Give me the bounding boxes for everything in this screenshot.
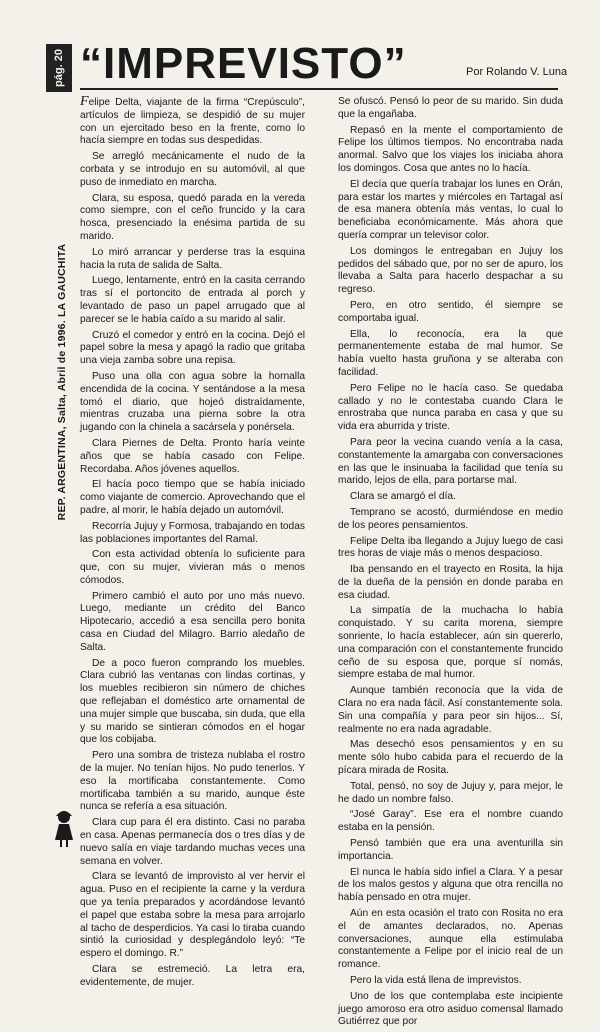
paragraph: El nunca le había sido infiel a Clara. Y a pesar de los malos gestos y alguna que otra rencilla no había pensado en otra mujer.: [338, 866, 563, 904]
paragraph: Clara, su esposa, quedó parada en la vereda como siempre, con el ceño fruncido y la cara hosca, presenciado la enésima partida de su marido.: [80, 192, 305, 242]
paragraph: Lo miró arrancar y perderse tras la esquina hacia la ruta de salida de Salta.: [80, 246, 305, 271]
paragraph: Mas desechó esos pensamientos y en su mente sólo hubo cabida para el recuerdo de la pícara mirada de Rosita.: [338, 739, 563, 777]
paragraph: Cruzó el comedor y entró en la cocina. Dejó el papel sobre la mesa y apagó la radio que gritaba una vieja zamba sobre una repisa.: [80, 329, 305, 367]
paragraph: Clara Piernes de Delta. Pronto haría veinte años que se había casado con Felipe. Recordaba. Años jóvenes aquellos.: [80, 437, 305, 475]
paragraph: Repasó en la mente el comportamiento de Felipe los últimos tiempos. No encontraba nada anormal. Salvo que los viajes los iniciaba ahora los domingos. Cosa que antes no lo hacía.: [338, 124, 563, 174]
paragraph: Primero cambió el auto por uno más nuevo. Luego, mediante un crédito del Banco Hipotecario, accedió a esa sencilla pero bonita casa en Ciudad del Milagro. Barrio aledaño de Salta.: [80, 590, 305, 653]
paragraph: Clara se estremeció. La letra era, evidentemente, de mujer.: [80, 964, 305, 988]
paragraph: Ella, lo reconocía, era la que permanentemente estaba de mal humor. Se había vuelto hasta gruñona y se alteraba con facilidad.: [338, 328, 563, 378]
title-rule: [80, 88, 558, 90]
paragraph: Pero Felipe no le hacía caso. Se quedaba callado y no le contestaba cuando Clara le enrostraba que nunca paraba en casa y que su vida era aburrida y triste.: [338, 382, 563, 433]
side-label-box: [52, 104, 72, 659]
paragraph: Felipe Delta, viajante de la firma “Crepúsculo”, artículos de limpieza, se despidió de su mujer con un ejercitado beso en la frente, como lo hacía siempre en todas sus despedidas.: [80, 94, 305, 147]
paragraph: Puso una olla con agua sobre la hornalla encendida de la cocina. Y sentándose a la mesa tomó el diario, que hojeó distraídamente, mientras cruzaba una pierna sobre la otra jugando con la chinela a sacársela y ponérsela.: [80, 370, 305, 434]
paragraph: “José Garay”. Ese era el nombre cuando estaba en la pensión.: [338, 809, 563, 834]
paragraph: Aún en esta ocasión el trato con Rosita no era el de amantes declarados, no. Apenas conversaciones, aunque ella estimulaba constantemente a Felipe por el inicio real de un romance.: [338, 908, 563, 971]
paragraph: Aunque también reconocía que la vida de Clara no era nada fácil. Así constantemente sola. Sin una compañía y para peor sin hijos... Sí, realmente no era nada agradable.: [338, 685, 563, 735]
paragraph: Felipe Delta iba llegando a Jujuy luego de casi tres horas de viaje más o menos despacioso.: [338, 535, 563, 560]
mascot-icon: [52, 808, 76, 848]
side-label: REP. ARGENTINA, Salta, Abril de 1996. LA GAUCHITA: [56, 243, 68, 520]
paragraph: De a poco fueron comprando los muebles. Clara cubrió las ventanas con lindas cortinas, y los muebles recibieron sin número de chiches que reflejaban el doméstico arte ornamental de una mujer simple que buscaba, sin duda, que ella y su marido se sintieran cómodos en el hogar que los cobijaba.: [80, 657, 305, 746]
paragraph: Total, pensó, no soy de Jujuy y, para mejor, le he dado un nombre falso.: [338, 780, 563, 805]
drop-letter: F: [80, 94, 89, 109]
paragraph: Iba pensando en el trayecto en Rosita, la hija de la dueña de la pensión en donde paraba en esa ciudad.: [338, 564, 563, 601]
left-column: [80, 96, 305, 993]
byline: Por Rolando V. Luna: [466, 66, 568, 78]
paragraph: Clara cup para él era distinto. Casi no paraba en casa. Apenas permanecía dos o tres días y de nuevo salía en viaje tardando muchas veces una semana en volver.: [80, 817, 305, 867]
paragraph: Se ofuscó. Pensó lo peor de su marido. Sin duda que la engañaba.: [338, 96, 563, 120]
paragraph: Con esta actividad obtenía lo suficiente para que, con su mujer, vivieran más o menos cómodos.: [80, 549, 305, 586]
side-margin: [52, 44, 72, 664]
page-number-tab: [46, 44, 72, 92]
paragraph: Uno de los que contemplaba este incipiente juego amoroso era otro asiduo comensal llamado Gutiérrez que por: [338, 990, 563, 1028]
paragraph: Temprano se acostó, durmiéndose en medio de los peores pensamientos.: [338, 506, 563, 531]
paragraph: Pero, en otro sentido, él siempre se comportaba igual.: [338, 299, 563, 324]
paragraph: La simpatía de la muchacha lo había conquistado. Y su carita morena, siempre sonriente, lo hacía establecer, aún sin quererlo, una comparación con el constantemente fruncido ceño de su esposa que, porque sí nomás, siempre estaba de mal humor.: [338, 605, 563, 681]
paragraph: Luego, lentamente, entró en la casita cerrando tras sí el portoncito de entrada al porch y levantado de paso un papel arrugado que al parecer se le había caído a su marido al salir.: [80, 275, 305, 325]
right-column: [338, 96, 563, 1032]
paragraph: Pero la vida está llena de imprevistos.: [350, 975, 522, 986]
paragraph: Clara se amargó el día.: [350, 491, 456, 503]
paragraph: Clara se levantó de improvisto al ver hervir el agua. Puso en el recipiente la carne y la verdura que ya tenía preparados y acordándose levantó el papel que estaba sobre la mesa para arrojarlo al tacho de desperdicios. Ya casi lo tiraba cuando sintió la curiosidad y desplegándolo leyó: “Te espero el domingo. R.”: [80, 871, 305, 960]
paragraph: Pensó también que era una aventurilla sin importancia.: [338, 838, 563, 862]
paragraph: Recorría Jujuy y Formosa, trabajando en todas las poblaciones importantes del Ramal.: [80, 520, 305, 545]
paragraph: Los domingos le entregaban en Jujuy los pedidos del sábado que, por no ser de apuro, los llevaba a Salta para hacerlo despachar a su regreso.: [338, 245, 563, 296]
paragraph: El hacía poco tiempo que se había iniciado como viajante de comercio. Aprovechando que el padre, al morir, le había dejado un automóvil.: [80, 479, 305, 516]
paragraph: El decía que quería trabajar los lunes en Orán, para estar los martes y miércoles en Tartagal así de esa manera obtenía más ventas, lo cual lo beneficiaba económicamente. Más ahora que quería comprar un televisor color.: [338, 178, 563, 241]
page-number: pág. 20: [53, 49, 65, 87]
article-title: “IMPREVISTO”: [80, 39, 407, 88]
paragraph: Pero una sombra de tristeza nublaba el rostro de la mujer. No tenían hijos. No pudo tenerlos. Y eso la mortificaba constantemente. Como mortificaba también a su marido, aunque éste nunca se refería a esa situación.: [80, 750, 305, 813]
paragraph: Para peor la vecina cuando venía a la casa, constantemente la amargaba con conversaciones en las que le insinuaba la facilidad que tenía su marido, lejos de ella, para portarse mal.: [338, 436, 563, 487]
paragraph: Se arregló mecánicamente el nudo de la corbata y se introdujo en su automóvil, al que puso de inmediato en marcha.: [80, 151, 305, 188]
